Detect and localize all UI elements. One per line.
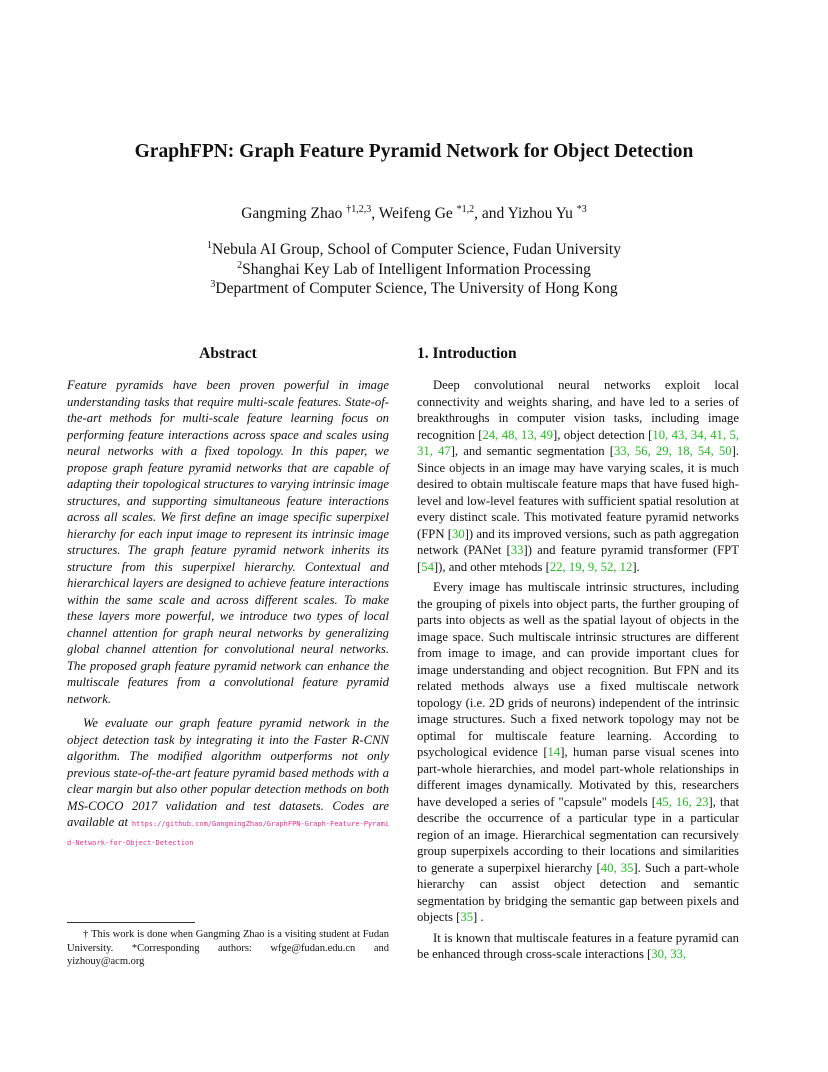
body-text: ], human parse visual scenes into part-whole hierarchies, and model part-whole relationships in different images dynamically. Motivated by this, researchers have developed a series of "capsule" models [ xyxy=(417,745,739,809)
body-text: ]), and other mtehods [ xyxy=(433,559,550,574)
author-affil-marker: *3 xyxy=(576,204,587,215)
citation-link[interactable]: 33, 56, 29, 18, 54, 50 xyxy=(613,444,732,458)
body-text: ], that describe the occurrence of a particular type in a particular region of an image. Hierarchical segmentation can recursively group superpixels according to their locations and similarities to generate a superpixel hierarchy [ xyxy=(417,794,739,875)
citation-link[interactable]: 35 xyxy=(460,910,474,924)
body-text: ]) and feature pyramid transformer (FPT [ xyxy=(417,543,739,574)
citation-link[interactable]: 30 xyxy=(451,526,465,541)
affiliation xyxy=(0,240,828,260)
left-column xyxy=(67,343,389,859)
body-text: ]) and its improved versions, such as path aggregation network (PANet [ xyxy=(417,526,739,557)
code-url-link[interactable]: https://github.com/GangmingZhao/GraphFPN-Graph-Feature-Pyramid-Network-for-Object-Detection xyxy=(67,820,389,847)
body-text: ], object detection [ xyxy=(552,427,653,442)
citation-link[interactable]: 40, 35 xyxy=(600,860,634,875)
affiliation-text: Nebula AI Group, School of Computer Science, Fudan University xyxy=(212,241,621,258)
citation-link[interactable]: 45, 16, 23 xyxy=(655,794,709,809)
affiliation-marker: 3 xyxy=(210,279,216,290)
body-text: ] . xyxy=(473,910,484,924)
affiliation xyxy=(0,279,828,299)
affiliation-text: Shanghai Key Lab of Intelligent Information Processing xyxy=(242,260,591,278)
body-text: It is known that multiscale features in a feature pyramid can be enhanced through cross-scale interactions [ xyxy=(417,930,739,961)
intro-paragraph xyxy=(417,930,739,963)
citation-link[interactable]: 30, 33, xyxy=(651,947,687,961)
author-affil-marker: *1,2 xyxy=(456,204,475,215)
citation-link[interactable]: 33 xyxy=(510,543,524,557)
abstract-heading: Abstract xyxy=(199,345,257,362)
body-text: Deep convolutional neural networks exploit local connectivity and weights sharing, and have led to a series of breakthroughs in computer vision tasks, including image recognition [ xyxy=(417,378,739,442)
author-affil-marker: †1,2,3 xyxy=(346,204,372,215)
author-name: Gangming Zhao xyxy=(241,205,347,222)
intro-paragraph xyxy=(417,579,739,926)
citation-link[interactable]: 10, 43, 34, 41, 5, 31, 47 xyxy=(417,427,739,458)
abstract-paragraph: Feature pyramids have been proven powerful in image understanding tasks that require multi-scale features. State-of-the-art methods for multi-scale feature learning focus on performing feature interactions across space and scales using neural networks with a fixed topology. In this paper, we propose graph feature pyramid networks that are capable of adapting their topological structures to varying intrinsic image structures, and supporting simultaneous feature interactions across all scales. We first define an image specific superpixel hierarchy for each input image to represent its intrinsic image structures. The graph feature pyramid network inherits its structure from this superpixel hierarchy. Contextual and hierarchical layers are designed to achieve feature interactions within the same scale and across different scales. To make these layers more powerful, we introduce two types of local channel attention for graph neural networks by generalizing global channel attention for convolutional neural networks. The proposed graph feature pyramid network can enhance the multiscale features from a convolutional feature pyramid network. xyxy=(67,378,389,706)
author-name: , and Yizhou Yu xyxy=(474,205,577,222)
abstract-paragraph xyxy=(67,715,389,851)
abstract-text: We evaluate our graph feature pyramid network in the object detection task by integrating it into the Faster R-CNN algorithm. The modified algorithm outperforms not only previous state-of-the-art feature pyramid based methods with a clear margin but also other popular detection methods on both MS-COCO 2017 validation and test datasets. Codes are available at xyxy=(67,716,389,829)
author-list xyxy=(0,205,828,223)
author-name: , Weifeng Ge xyxy=(371,205,457,222)
citation-link[interactable]: 54 xyxy=(421,559,434,574)
citation-link[interactable]: 14 xyxy=(547,745,561,759)
citation-link[interactable]: 22, 19, 9, 52, 12 xyxy=(549,559,633,574)
affiliation-text: Department of Computer Science, The University of Hong Kong xyxy=(215,280,618,297)
affiliation xyxy=(0,260,828,280)
paper-title: GraphFPN: Graph Feature Pyramid Network for Object Detection xyxy=(134,141,694,162)
intro-paragraph xyxy=(417,377,739,575)
body-text: ]. Such a part-whole hierarchy can assist object detection and semantic segmentation by bridging the semantic gap between pixels and objects [ xyxy=(417,860,739,924)
affiliation-list xyxy=(0,240,828,299)
footnote: † This work is done when Gangming Zhao is a visiting student at Fudan University. *Corresponding authors: wfge@fudan.edu.cn and yizhouy@acm.org xyxy=(67,929,389,967)
introduction-heading: 1. Introduction xyxy=(417,345,517,362)
right-column xyxy=(417,343,739,967)
citation-link[interactable]: 24, 48, 13, 49 xyxy=(482,427,553,442)
body-text: ]. xyxy=(632,559,640,574)
body-text: Every image has multiscale intrinsic structures, including the grouping of pixels into object parts, the further grouping of parts into objects as well as the spatial layout of objects in the image space. Such multiscale intrinsic structures are different from image to image, and can provide important clues for image understanding and object recognition. But FPN and its related methods always use a fixed multiscale network topology (i.e. 2D grids of neurons) independent of the intrinsic image structures. Such a fixed network topology may not be optimal for multiscale feature learning. According to psychological evidence [ xyxy=(417,580,739,759)
body-text: ], and semantic segmentation [ xyxy=(450,444,614,458)
affiliation-marker: 1 xyxy=(207,240,213,251)
affiliation-marker: 2 xyxy=(237,259,243,271)
body-text: ]. Since objects in an image may have varying scales, it is much desired to obtain multiscale feature maps that have fused high-level and low-level features with sufficient spatial resolution at every distinct scale. This motivated feature pyramid networks (FPN [ xyxy=(417,444,740,541)
footnote-divider xyxy=(67,922,195,923)
